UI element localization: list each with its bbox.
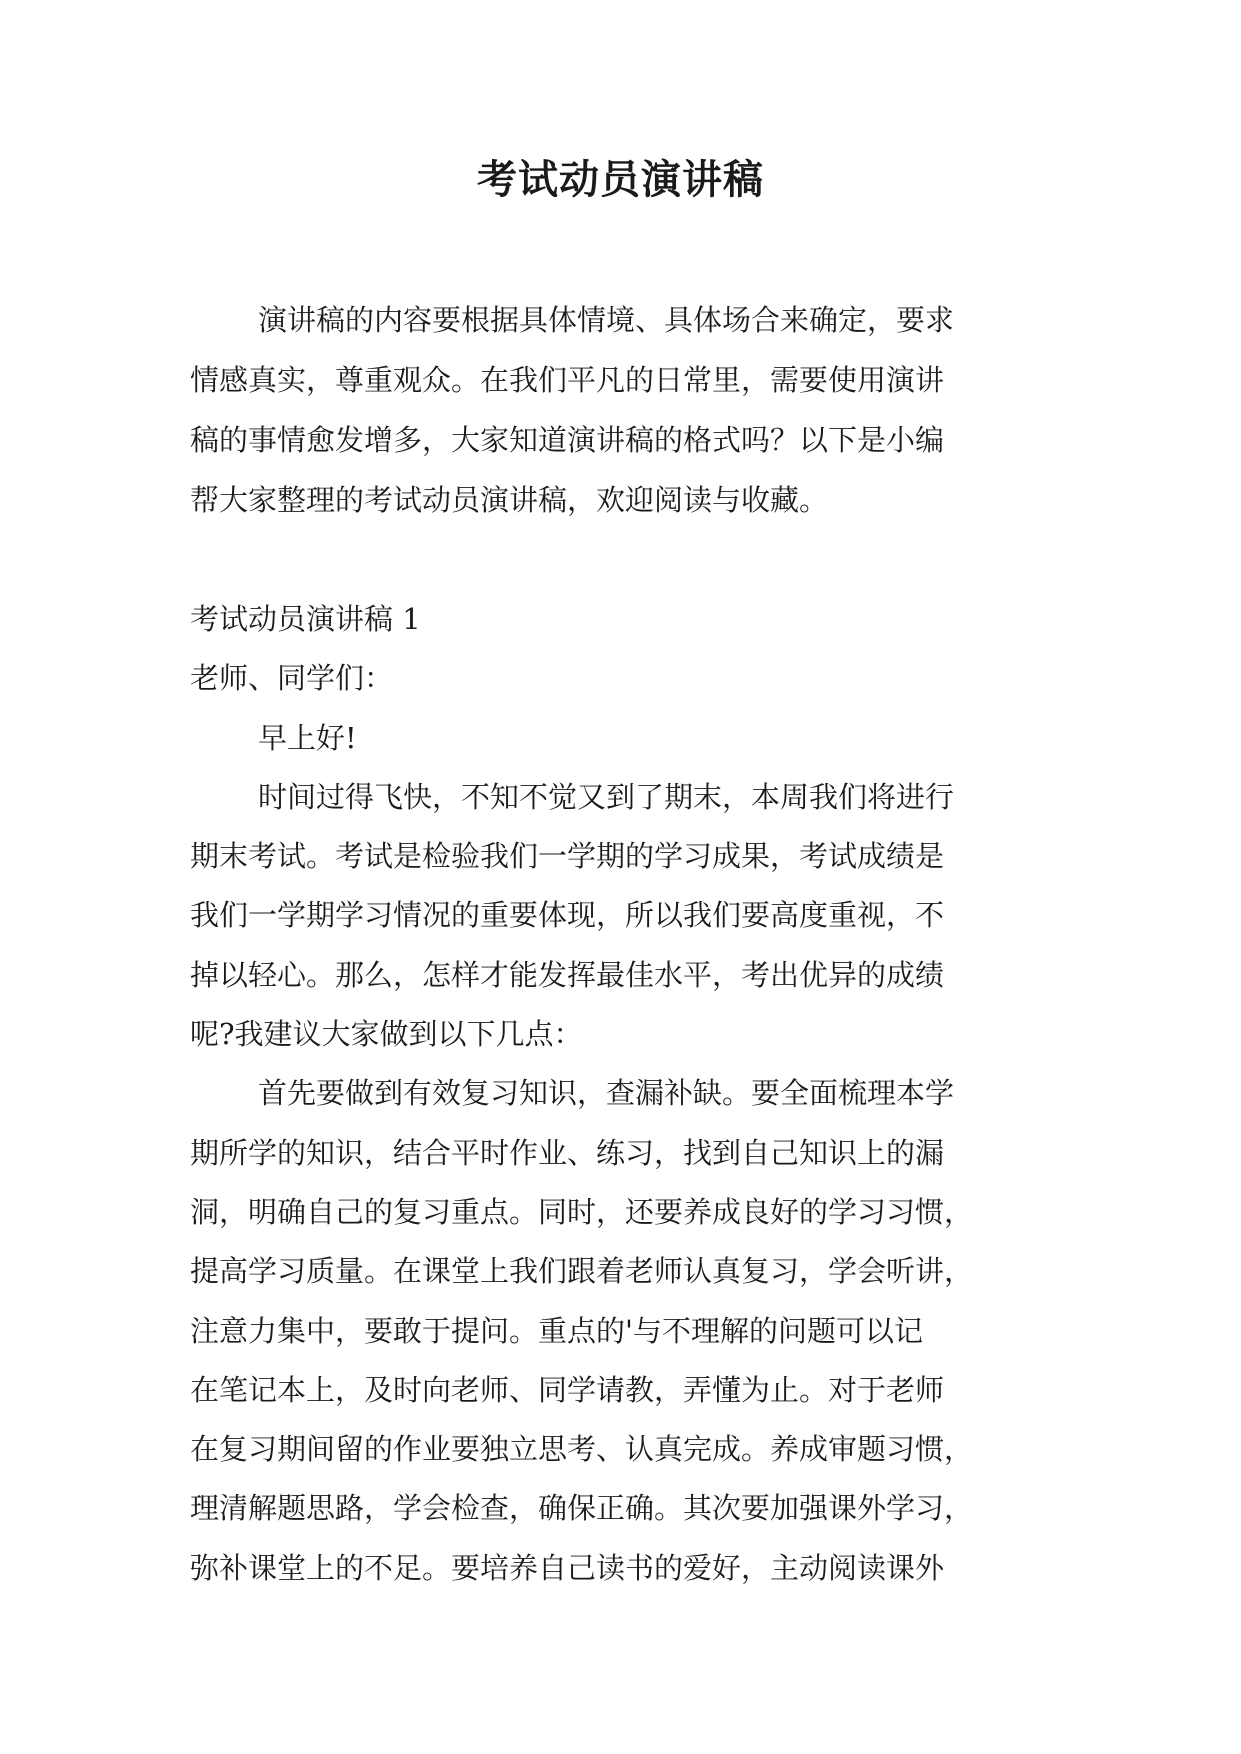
body-line: 呢?我建议大家做到以下几点： [190, 1017, 583, 1052]
body-line: 在笔记本上，及时向老师、同学请教，弄懂为止。对于老师 [190, 1372, 945, 1407]
body-line: 首先要做到有效复习知识，查漏补缺。要全面梳理本学 [258, 1076, 955, 1111]
section-heading: 考试动员演讲稿 1 [190, 602, 421, 636]
body-line: 期所学的知识，结合平时作业、练习，找到自己知识上的漏 [190, 1135, 945, 1170]
intro-line: 演讲稿的内容要根据具体情境、具体场合来确定，要求 [258, 303, 955, 337]
speech-body [190, 590, 1050, 1598]
salutation: 老师、同学们： [190, 661, 394, 696]
body-line: 时间过得飞快，不知不觉又到了期末，本周我们将进行 [258, 779, 955, 814]
body-line: 理清解题思路，学会检查，确保正确。其次要加强课外学习， [190, 1491, 974, 1526]
intro-line: 情感真实，尊重观众。在我们平凡的日常里，需要使用演讲 [190, 363, 945, 397]
body-line: 掉以轻心。那么，怎样才能发挥最佳水平，考出优异的成绩 [190, 957, 945, 992]
body-line: 弥补课堂上的不足。要培养自己读书的爱好，主动阅读课外 [190, 1550, 945, 1585]
intro-line: 帮大家整理的考试动员演讲稿，欢迎阅读与收藏。 [190, 483, 829, 517]
body-line: 洞，明确自己的复习重点。同时，还要养成良好的学习习惯， [190, 1194, 974, 1229]
body-line: 我们一学期学习情况的重要体现，所以我们要高度重视，不 [190, 898, 945, 933]
document-title: 考试动员演讲稿 [477, 156, 764, 203]
body-line: 注意力集中，要敢于提问。重点的'与不理解的问题可以记 [190, 1313, 923, 1348]
body-line: 早上好! [258, 720, 357, 755]
intro-paragraph [190, 290, 1050, 530]
intro-line: 稿的事情愈发增多，大家知道演讲稿的格式吗？以下是小编 [190, 423, 945, 457]
body-line: 提高学习质量。在课堂上我们跟着老师认真复习，学会听讲， [190, 1254, 974, 1289]
body-line: 在复习期间留的作业要独立思考、认真完成。养成审题习惯， [190, 1432, 974, 1467]
body-line: 期末考试。考试是检验我们一学期的学习成果，考试成绩是 [190, 839, 945, 874]
